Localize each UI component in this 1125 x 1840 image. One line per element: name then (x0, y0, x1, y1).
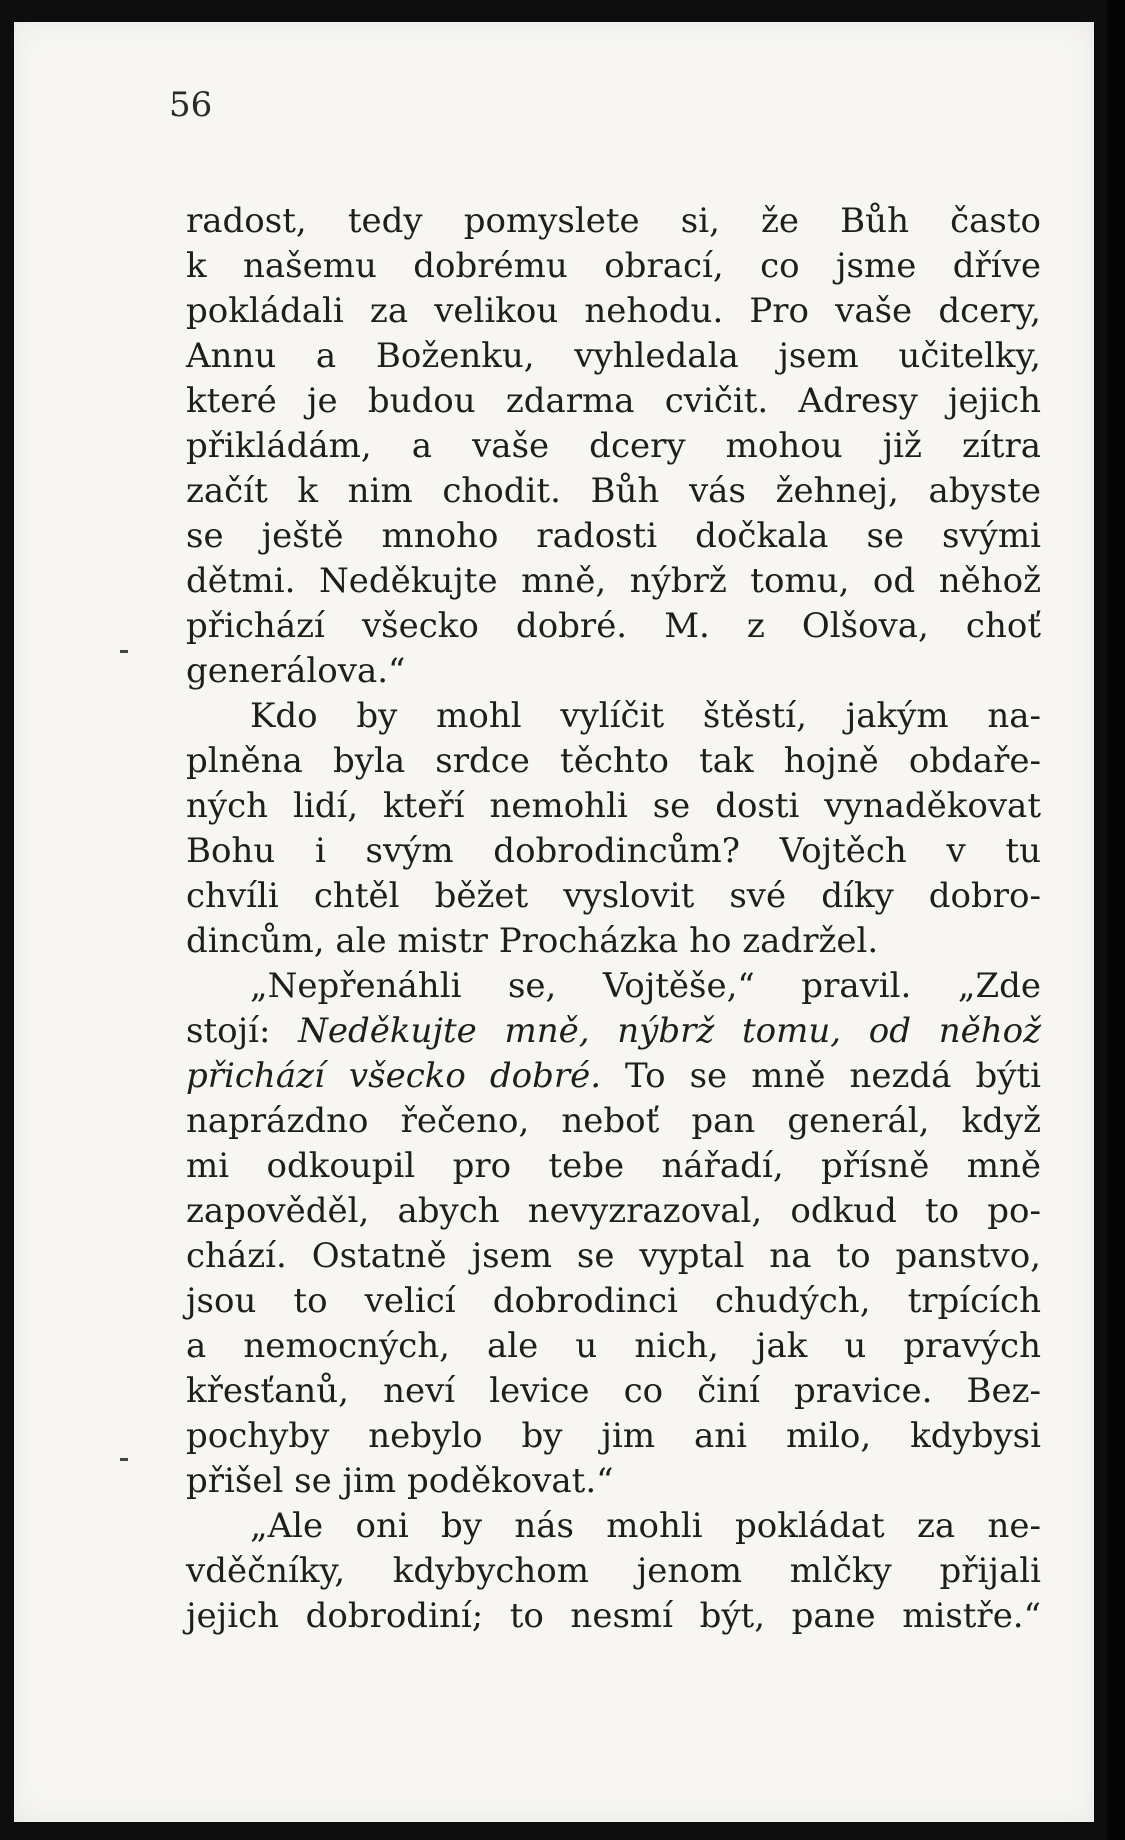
text-line: přišel se jim poděkovat.“ (186, 1461, 614, 1501)
text-line: křesťanů, neví levice co činí pravice. Bez- (186, 1371, 1041, 1411)
paragraph-dialogue-vojtech (186, 1504, 1041, 1639)
text-line: přikládám, a vaše dcery mohou již zítra (186, 426, 1041, 466)
italic-quote: přichází všecko dobré. (186, 1056, 602, 1096)
text-line: zapověděl, abych nevyzrazoval, odkud to po- (186, 1191, 1041, 1231)
text-line: se ještě mnoho radosti dočkala se svými (186, 516, 1041, 556)
text-line: mi odkoupil pro tebe nářadí, přísně mně (186, 1146, 1041, 1186)
text-line: začít k nim chodit. Bůh vás žehnej, abyste (186, 471, 1041, 511)
text-line: Annu a Boženku, vyhledala jsem učitelky, (186, 336, 1041, 376)
text-fragment: stojí: (186, 1011, 299, 1051)
text-line: pochyby nebylo by jim ani milo, kdybysi (186, 1416, 1041, 1456)
paragraph-narration (186, 694, 1041, 964)
text-line: generálova.“ (186, 651, 406, 691)
scan-edge (1107, 0, 1125, 1840)
text-line: dětmi. Neděkujte mně, nýbrž tomu, od něhož (186, 561, 1041, 601)
text-line: „Ale oni by nás mohli pokládat za ne- (250, 1506, 1041, 1546)
text-line: pokládali za velikou nehodu. Pro vaše dcery, (186, 291, 1041, 331)
text-line: přichází všecko dobré. M. z Olšova, choť (186, 606, 1041, 646)
text-line: jsou to velicí dobrodinci chudých, trpících (186, 1281, 1041, 1321)
text-line: chází. Ostatně jsem se vyptal na to panstvo, (186, 1236, 1041, 1276)
text-line: chvíli chtěl běžet vyslovit své díky dobro- (186, 876, 1041, 916)
text-line: které je budou zdarma cvičit. Adresy jejich (186, 381, 1041, 421)
text-line: dincům, ale mistr Procházka ho zadržel. (186, 921, 879, 961)
margin-mark (120, 650, 128, 653)
text-line: ných lidí, kteří nemohli se dosti vynaděkovat (186, 786, 1041, 826)
paragraph-dialogue-master (186, 964, 1041, 1504)
text-line (186, 1009, 1041, 1054)
text-line: plněna byla srdce těchto tak hojně obdaře- (186, 741, 1041, 781)
text-line: k našemu dobrému obrací, co jsme dříve (186, 246, 1041, 286)
page-number: 56 (169, 85, 213, 125)
text-line: naprázdno řečeno, neboť pan generál, když (186, 1101, 1041, 1141)
text-line: a nemocných, ale u nich, jak u pravých (186, 1326, 1041, 1366)
margin-mark (120, 1458, 128, 1461)
text-line: Bohu i svým dobrodincům? Vojtěch v tu (186, 831, 1041, 871)
body-text (186, 199, 1041, 1639)
text-line: radost, tedy pomyslete si, že Bůh často (186, 201, 1041, 241)
paragraph-letter (186, 199, 1041, 694)
text-line: Kdo by mohl vylíčit štěstí, jakým na- (250, 696, 1041, 736)
text-line: jejich dobrodiní; to nesmí být, pane mistře.“ (186, 1596, 1041, 1636)
italic-quote: Neděkujte mně, nýbrž tomu, od něhož (298, 1011, 1041, 1051)
text-line: „Nepřenáhli se, Vojtěše,“ pravil. „Zde (250, 966, 1041, 1006)
text-line: vděčníky, kdybychom jenom mlčky přijali (186, 1551, 1041, 1591)
text-fragment: To se mně nezdá býti (601, 1056, 1041, 1096)
text-line (186, 1054, 1041, 1099)
